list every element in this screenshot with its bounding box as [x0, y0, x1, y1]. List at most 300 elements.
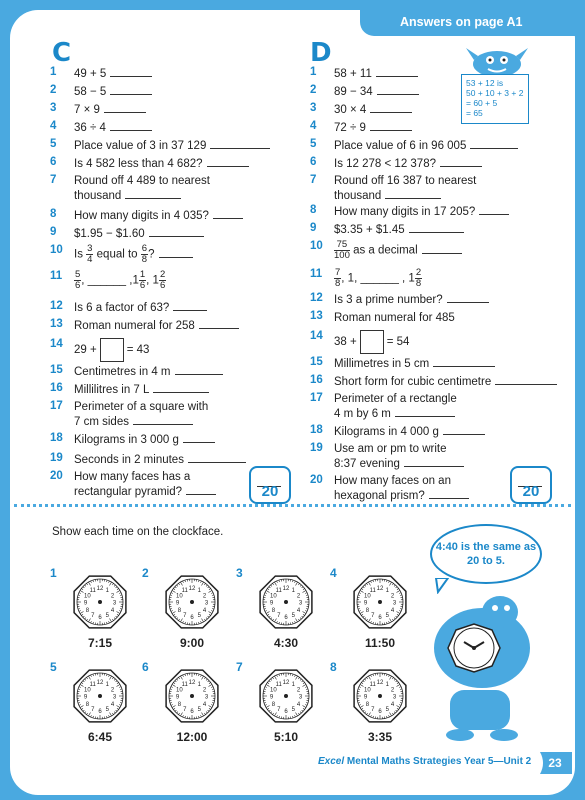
clock-numeral: 12 — [96, 680, 104, 686]
question-text: Seconds in 2 minutes — [74, 454, 184, 466]
answer-blank[interactable] — [149, 226, 204, 237]
question — [74, 84, 152, 99]
question — [334, 330, 409, 354]
clock-numeral: 8 — [365, 607, 370, 614]
clock-numeral: 9 — [363, 694, 368, 701]
clock-time-label: 12:00 — [176, 730, 208, 744]
answer-blank[interactable] — [110, 84, 152, 95]
question-text: Place value of 3 in 37 129 — [74, 140, 207, 152]
clock-face[interactable] — [246, 664, 326, 728]
question — [334, 392, 457, 421]
answer-blank[interactable] — [385, 188, 441, 199]
answer-blank[interactable] — [443, 424, 485, 435]
question-text: Roman numeral for 258 — [74, 320, 195, 332]
clock-numeral: 5 — [291, 613, 295, 620]
question-number: 19 — [50, 452, 63, 464]
clock-time-label: 6:45 — [87, 730, 113, 744]
clock-time-label: 7:15 — [87, 636, 113, 650]
clock-numeral: 1 — [385, 587, 389, 594]
clock-numeral: 6 — [284, 709, 288, 715]
answer-blank[interactable] — [104, 102, 146, 113]
question-text: 8:37 evening — [334, 458, 400, 470]
clock-numeral: 4 — [390, 701, 395, 708]
question-text: Kilograms in 4 000 g — [334, 426, 439, 438]
question-number: 5 — [50, 138, 57, 150]
clock-number: 7 — [236, 660, 243, 674]
question-text: $1.95 − $1.60 — [74, 228, 145, 240]
question-text: Round off 4 489 to nearest — [74, 175, 210, 187]
answer-blank[interactable] — [377, 84, 419, 95]
question — [334, 442, 464, 471]
answer-blank[interactable] — [422, 243, 462, 254]
clock-numeral: 4 — [202, 607, 207, 614]
clock-numeral: 10 — [364, 687, 371, 694]
denominator: 4 — [87, 254, 93, 265]
clock-face[interactable] — [152, 570, 232, 634]
clock-centre — [98, 694, 102, 698]
clock-numeral: 7 — [371, 613, 375, 620]
question — [74, 156, 249, 171]
question-text: thousand — [334, 190, 382, 202]
denominator: 100 — [334, 250, 350, 261]
clock-numeral: 9 — [363, 600, 368, 607]
missing-number-box[interactable] — [360, 330, 384, 354]
answer-blank[interactable] — [133, 414, 193, 425]
clock-numeral: 2 — [296, 687, 301, 694]
question-text: thousand — [74, 190, 122, 202]
clock-numeral: 3 — [112, 600, 117, 607]
answer-blank[interactable] — [213, 208, 243, 219]
clock-numeral: 6 — [98, 615, 102, 621]
clock-face[interactable] — [60, 570, 140, 634]
clock-numeral: 2 — [110, 593, 115, 600]
question-text: Short form for cubic centimetre — [334, 376, 492, 388]
question-number: 13 — [50, 318, 63, 330]
answer-blank[interactable] — [199, 318, 239, 329]
tip-line: 53 + 12 is — [466, 78, 504, 88]
clock-item — [60, 664, 140, 733]
section-d-score: 20 — [522, 483, 540, 500]
clock-numeral: 11 — [181, 587, 188, 594]
clock-numeral: 2 — [390, 593, 395, 600]
sequence-separator: , 1, ______ , 1 — [341, 272, 415, 285]
sequence-separator: , 1 — [146, 274, 159, 287]
clock-time-label: 5:10 — [273, 730, 299, 744]
answer-blank[interactable] — [404, 456, 464, 467]
question-number: 12 — [310, 292, 323, 304]
question-number: 7 — [310, 174, 317, 186]
question — [74, 300, 207, 315]
clock-time-label: 9:00 — [179, 636, 205, 650]
clock-item — [152, 570, 232, 639]
question-number: 19 — [310, 442, 323, 454]
strategy-tip-box — [461, 74, 529, 124]
question-text: Is 12 278 < 12 378? — [334, 158, 436, 170]
clock-numeral: 3 — [204, 694, 209, 701]
clock-numeral: 1 — [105, 587, 109, 594]
question-text: 4 m by 6 m — [334, 408, 391, 420]
clock-number: 6 — [142, 660, 149, 674]
question — [334, 66, 418, 81]
question-number: 9 — [310, 222, 317, 234]
clock-numeral: 9 — [83, 600, 88, 607]
clock-numeral: 5 — [291, 707, 295, 714]
clock-instruction: Show each time on the clockface. — [52, 526, 224, 538]
clock-numeral: 10 — [270, 687, 277, 694]
question-number: 1 — [50, 66, 57, 78]
question — [334, 138, 518, 153]
question-text: Is 6 a factor of 63? — [74, 302, 170, 314]
clock-centre — [190, 600, 194, 604]
clock-numeral: 11 — [89, 681, 96, 688]
question-text: 36 ÷ 4 — [74, 122, 106, 134]
denominator: 8 — [141, 254, 148, 265]
clock-numeral: 8 — [177, 701, 182, 708]
clock-numeral: 8 — [271, 607, 276, 614]
question — [334, 474, 469, 503]
clock-face[interactable] — [152, 664, 232, 728]
question — [74, 244, 193, 265]
question-number: 8 — [310, 204, 317, 216]
answer-blank[interactable] — [370, 102, 412, 113]
question-text: hexagonal prism? — [334, 490, 425, 502]
clock-numeral: 4 — [110, 701, 115, 708]
question-number: 2 — [50, 84, 57, 96]
question — [334, 310, 459, 325]
question — [74, 66, 152, 81]
denominator: 6 — [75, 280, 81, 291]
question — [334, 424, 485, 439]
clock-numeral: 12 — [188, 586, 196, 592]
question-text: Millilitres in 7 L — [74, 384, 150, 396]
question — [334, 204, 509, 219]
clock-time-label: 3:35 — [367, 730, 393, 744]
clock-numeral: 11 — [275, 681, 282, 688]
question-number: 20 — [50, 470, 63, 482]
clock-numeral: 4 — [296, 607, 301, 614]
question-number: 18 — [50, 432, 63, 444]
clock-numeral: 12 — [96, 586, 104, 592]
clock-numeral: 5 — [105, 613, 109, 620]
answer-blank[interactable] — [440, 156, 482, 167]
denominator: 6 — [139, 280, 146, 291]
clock-numeral: 1 — [197, 587, 201, 594]
numerator: 2 — [415, 267, 422, 278]
tip-line: = 65 — [466, 108, 483, 118]
question — [74, 174, 210, 203]
answers-reference-tab — [360, 10, 580, 36]
question — [334, 156, 482, 171]
clock-numeral: 12 — [282, 680, 290, 686]
clock-item — [246, 664, 326, 733]
clock-numeral: 6 — [378, 709, 382, 715]
answer-blank[interactable] — [429, 488, 469, 499]
answer-blank[interactable] — [110, 120, 152, 131]
clock-numeral: 11 — [181, 681, 188, 688]
question — [74, 138, 270, 153]
clock-number: 5 — [50, 660, 57, 674]
question-number: 14 — [50, 338, 63, 350]
numerator: 2 — [159, 269, 166, 280]
clock-centre — [284, 600, 288, 604]
clock-numeral: 2 — [202, 593, 207, 600]
clock-numeral: 4 — [202, 701, 207, 708]
question — [334, 268, 422, 289]
question — [334, 356, 495, 371]
question-text: $3.35 + $1.45 — [334, 224, 405, 236]
question — [334, 240, 462, 261]
fraction — [334, 240, 350, 261]
clock-numeral: 10 — [364, 593, 371, 600]
question-text: 72 ÷ 9 — [334, 122, 366, 134]
question-number: 4 — [310, 120, 317, 132]
clock-item — [60, 570, 140, 639]
clock-numeral: 6 — [284, 615, 288, 621]
clock-numeral: 7 — [183, 613, 187, 620]
denominator: 8 — [335, 278, 341, 289]
clock-numeral: 4 — [390, 607, 395, 614]
clock-centre — [378, 694, 382, 698]
answer-blank[interactable] — [495, 374, 557, 385]
question-number: 15 — [310, 356, 323, 368]
question-number: 3 — [50, 102, 57, 114]
clock-face[interactable] — [340, 664, 420, 728]
question-number: 6 — [310, 156, 317, 168]
clock-numeral: 2 — [110, 687, 115, 694]
speech-bubble — [430, 524, 542, 584]
question-number: 2 — [310, 84, 317, 96]
clock-face[interactable] — [60, 664, 140, 728]
clock-centre — [98, 600, 102, 604]
speech-text: 4:40 is the same as 20 to 5. — [435, 541, 537, 567]
numerator: 75 — [334, 240, 350, 251]
clock-numeral: 3 — [392, 694, 397, 701]
clock-numeral: 7 — [277, 613, 281, 620]
clock-number: 4 — [330, 566, 337, 580]
clock-numeral: 1 — [291, 681, 295, 688]
question-text: as a decimal — [353, 244, 418, 257]
question — [74, 452, 246, 467]
question-text: Roman numeral for 485 — [334, 312, 455, 324]
question-text: Use am or pm to write — [334, 443, 447, 455]
question-text: How many faces on an — [334, 475, 451, 487]
clock-numeral: 12 — [188, 680, 196, 686]
question — [334, 102, 412, 117]
answer-blank[interactable] — [447, 292, 489, 303]
question-text: 38 + — [334, 336, 357, 349]
clock-numeral: 1 — [105, 681, 109, 688]
clock-item — [340, 570, 420, 639]
question-text: = 54 — [386, 336, 410, 349]
question-number: 1 — [310, 66, 317, 78]
question-text: ? — [148, 248, 155, 261]
numerator: 5 — [75, 269, 81, 280]
clock-number: 8 — [330, 660, 337, 674]
clock-numeral: 5 — [197, 707, 201, 714]
answer-blank[interactable] — [125, 188, 181, 199]
fraction — [86, 244, 93, 265]
clock-numeral: 8 — [271, 701, 276, 708]
clock-numeral: 10 — [176, 687, 183, 694]
fraction — [159, 270, 166, 291]
question-number: 16 — [310, 374, 323, 386]
answer-blank[interactable] — [376, 66, 418, 77]
clock-numeral: 1 — [385, 681, 389, 688]
question — [74, 400, 208, 429]
clock-item — [152, 664, 232, 733]
question-number: 20 — [310, 474, 323, 486]
numerator: 1 — [139, 269, 146, 280]
clock-numeral: 6 — [378, 615, 382, 621]
question — [74, 364, 223, 379]
question-text: 89 − 34 — [334, 86, 373, 98]
question-text: How many digits in 17 205? — [334, 206, 476, 218]
question-number: 10 — [310, 240, 323, 252]
clock-numeral: 11 — [89, 587, 96, 594]
clock-numeral: 6 — [98, 709, 102, 715]
answer-blank[interactable] — [409, 222, 464, 233]
section-c-score-box — [249, 466, 291, 504]
question-text: Is 4 582 less than 4 682? — [74, 158, 203, 170]
question-number: 12 — [50, 300, 63, 312]
question-text: Kilograms in 3 000 g — [74, 434, 179, 446]
denominator: 8 — [415, 278, 422, 289]
sequence-separator: , ______ ,1 — [81, 274, 139, 287]
answer-blank[interactable] — [153, 382, 209, 393]
clock-numeral: 1 — [291, 587, 295, 594]
question — [74, 432, 215, 447]
question-number: 6 — [50, 156, 57, 168]
question — [74, 382, 209, 397]
clock-numeral: 9 — [175, 694, 180, 701]
clock-numeral: 5 — [105, 707, 109, 714]
question-number: 3 — [310, 102, 317, 114]
clock-numeral: 3 — [298, 694, 303, 701]
answer-blank[interactable] — [110, 66, 152, 77]
clock-number: 2 — [142, 566, 149, 580]
fraction — [141, 244, 148, 265]
clock-numeral: 2 — [296, 593, 301, 600]
clock-item — [246, 570, 326, 639]
answer-blank[interactable] — [186, 484, 216, 495]
missing-number-box[interactable] — [100, 338, 124, 362]
clock-face[interactable] — [246, 570, 326, 634]
clock-numeral: 5 — [385, 613, 389, 620]
clock-numeral: 7 — [371, 707, 375, 714]
clock-numeral: 11 — [369, 587, 376, 594]
question-number: 11 — [50, 270, 63, 282]
question-text: Millimetres in 5 cm — [334, 358, 430, 370]
clock-numeral: 9 — [175, 600, 180, 607]
clock-numeral: 9 — [269, 600, 274, 607]
clock-item — [340, 664, 420, 733]
question-text: Place value of 6 in 96 005 — [334, 140, 467, 152]
clock-numeral: 7 — [91, 613, 95, 620]
question-number: 4 — [50, 120, 57, 132]
footer-brand: Excel — [318, 756, 345, 767]
clock-numeral: 7 — [277, 707, 281, 714]
question-text: Is — [74, 248, 83, 261]
clock-numeral: 1 — [197, 681, 201, 688]
question — [334, 292, 489, 307]
page-number: 23 — [548, 756, 562, 770]
question-number: 17 — [50, 400, 63, 412]
question-number: 13 — [310, 310, 323, 322]
question-text: How many faces has a — [74, 471, 191, 483]
answer-blank[interactable] — [433, 356, 495, 367]
clock-numeral: 2 — [202, 687, 207, 694]
section-divider — [14, 504, 571, 507]
question-text: 7 × 9 — [74, 104, 100, 116]
answer-blank[interactable] — [175, 364, 223, 375]
clock-numeral: 8 — [365, 701, 370, 708]
clock-number: 1 — [50, 566, 57, 580]
question-number: 10 — [50, 244, 63, 256]
question-text: = 43 — [126, 344, 150, 357]
clock-centre — [284, 694, 288, 698]
question-number: 17 — [310, 392, 323, 404]
question — [74, 318, 239, 333]
question — [334, 174, 476, 203]
question-text: How many digits in 4 035? — [74, 210, 209, 222]
answer-blank[interactable] — [470, 138, 518, 149]
answer-blank[interactable] — [395, 406, 455, 417]
question-text: Perimeter of a rectangle — [334, 393, 457, 405]
tip-line: 50 + 10 + 3 + 2 — [466, 88, 524, 98]
clock-number: 3 — [236, 566, 243, 580]
question-number: 11 — [310, 268, 323, 280]
question-number: 7 — [50, 174, 57, 186]
clock-numeral: 3 — [392, 600, 397, 607]
question — [334, 120, 412, 135]
clock-numeral: 5 — [385, 707, 389, 714]
question-text: 58 + 11 — [334, 68, 372, 80]
clock-numeral: 12 — [282, 586, 290, 592]
question-number: 14 — [310, 330, 323, 342]
clock-numeral: 10 — [270, 593, 277, 600]
question-text: rectangular pyramid? — [74, 486, 183, 498]
question — [74, 470, 216, 499]
clock-numeral: 11 — [275, 587, 282, 594]
answer-blank[interactable] — [479, 204, 509, 215]
question — [74, 120, 152, 135]
clock-numeral: 9 — [83, 694, 88, 701]
question-text: Perimeter of a square with — [74, 401, 209, 413]
section-c-score: 20 — [261, 483, 279, 500]
clock-numeral: 4 — [110, 607, 115, 614]
question-text: 29 + — [74, 344, 97, 357]
answer-blank[interactable] — [183, 432, 215, 443]
question-number: 16 — [50, 382, 63, 394]
answer-blank[interactable] — [173, 300, 207, 311]
question-text: Centimetres in 4 m — [74, 366, 171, 378]
clock-numeral: 3 — [112, 694, 117, 701]
answer-blank[interactable] — [210, 138, 270, 149]
clock-face[interactable] — [340, 570, 420, 634]
answer-blank[interactable] — [370, 120, 412, 131]
answer-blank[interactable] — [159, 247, 193, 258]
question — [334, 84, 419, 99]
numerator: 7 — [335, 267, 341, 278]
section-d-heading: D — [310, 38, 332, 68]
question — [74, 226, 204, 241]
answer-blank[interactable] — [207, 156, 249, 167]
clock-centre — [378, 600, 382, 604]
question — [334, 374, 557, 389]
tip-line: = 60 + 5 — [466, 98, 498, 108]
clock-time-label: 11:50 — [364, 636, 396, 650]
answer-blank[interactable] — [188, 452, 246, 463]
